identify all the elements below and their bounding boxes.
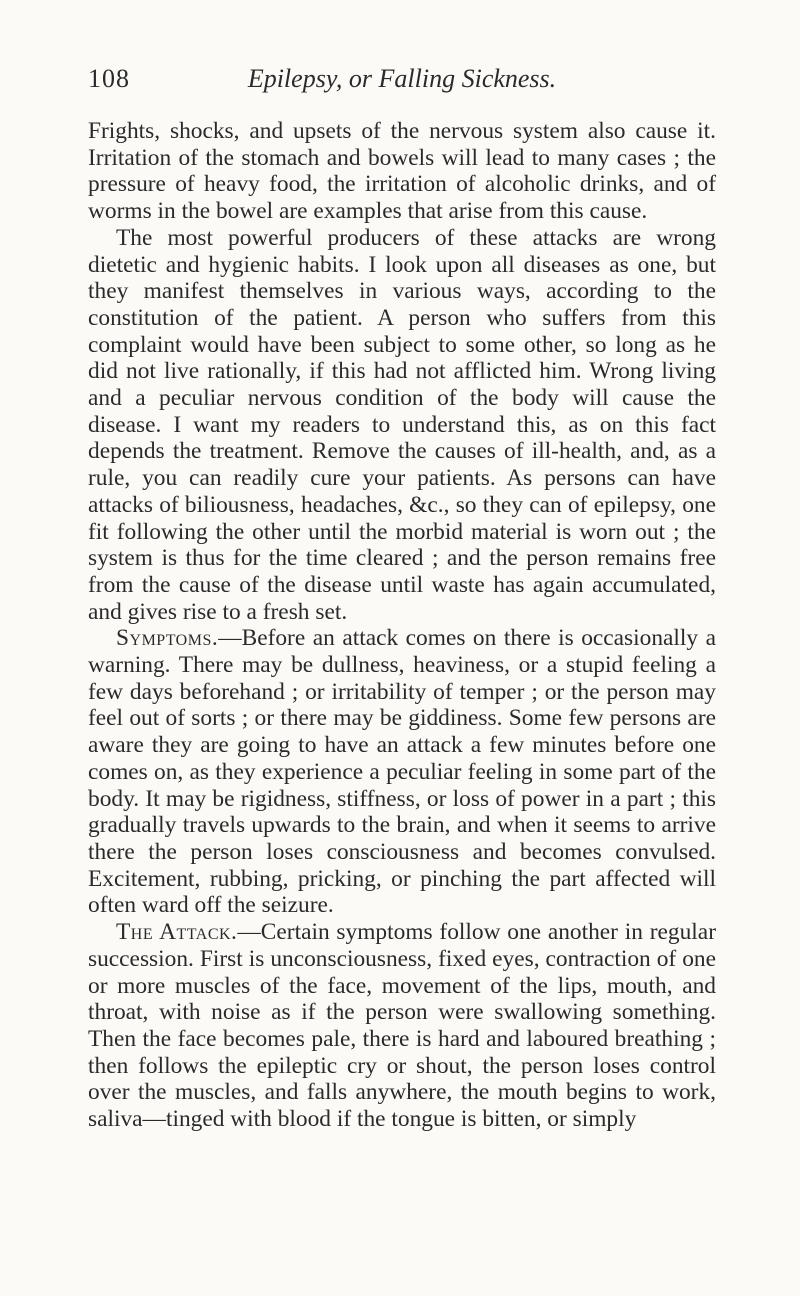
section-lead-attack: The Attack. [116, 919, 238, 946]
paragraph-text: —Before an attack comes on there is occasionally a warning. There may be dullness, heaviness, or a stupid feeling a few days beforehand ; or irritability of temper ; or the person may feel out of sorts ; or there may be giddiness. Some few persons are aware they are going to have an attack a few minutes before one comes on, as they experience a peculiar feeling in some part of the body. It may be rigidness, stiffness, or loss of power in a part ; this gradually travels upwards to the brain, and when it seems to arrive there the person loses consciousness and becomes convulsed. Excitement, rubbing, pricking, or pinching the part affected will often ward off the seizure. [88, 625, 716, 919]
page-number: 108 [88, 64, 130, 93]
running-title: Epilepsy, or Falling Sickness. [247, 64, 557, 93]
paragraph-causes [88, 118, 716, 225]
body-text [88, 118, 716, 1133]
paragraph-text: —Certain symptoms follow one another in regular succession. First is unconsciousness, fixed eyes, contraction of one or more muscles of the face, movement of the lips, mouth, and throat, with noise as if the person were swallowing something. Then the face becomes pale, there is hard and laboured breathing ; then follows the epileptic cry or shout, the person loses control over the muscles, and falls anywhere, the mouth begins to work, saliva—tinged with blood if the tongue is bitten, or simply [88, 919, 716, 1133]
paragraph-text: Frights, shocks, and upsets of the nervous system also cause it. Irritation of the stomach and bowels will lead to many cases ; the pressure of heavy food, the irritation of alcoholic drinks, and of worms in the bowel are examples that arise from this cause. [88, 118, 716, 225]
paragraph-symptoms [88, 625, 716, 919]
paragraph-producers [88, 225, 716, 626]
paragraph-text: The most powerful producers of these attacks are wrong dietetic and hygienic habits. I look upon all diseases as one, but they manifest themselves in various ways, according to the constitution of the patient. A person who suffers from this complaint would have been subject to some other, so long as he did not live rationally, if this had not afflicted him. Wrong living and a peculiar nervous condition of the body will cause the disease. I want my readers to understand this, as on this fact depends the treatment. Remove the causes of ill-health, and, as a rule, you can readily cure your patients. As persons can have attacks of biliousness, headaches, &c., so they can of epilepsy, one fit following the other until the morbid material is worn out ; the system is thus for the time cleared ; and the person remains free from the cause of the disease until waste has again accumulated, and gives rise to a fresh set. [88, 224, 716, 625]
paragraph-attack [88, 919, 716, 1133]
section-lead-symptoms: Symptoms. [116, 625, 219, 652]
page-header [88, 60, 716, 100]
